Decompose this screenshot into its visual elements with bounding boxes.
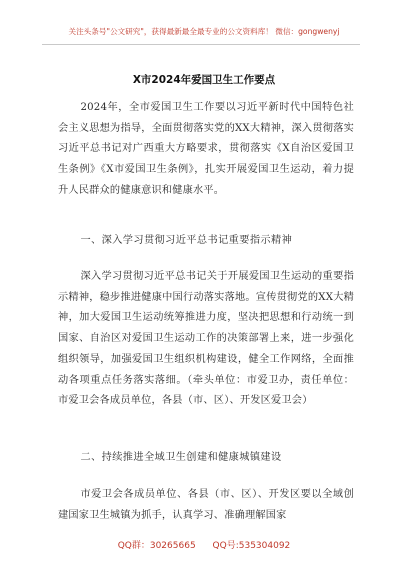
section-heading-2: 二、持续推进全域卫生创建和健康城镇建设	[80, 452, 282, 463]
section-2-paragraph: 市爱卫会各成员单位、各县（市、区）、开发区要以全域创建国家卫生城镇为抓手，认真学习、准确理解国家	[58, 489, 354, 521]
header-banner: 关注头条号"公文研究"，获得最新最全最专业的公文资料库！ 微信：gongwenyj	[68, 27, 340, 36]
footer-qq-number: QQ号:535304092	[212, 541, 291, 551]
section-heading-1: 一、深入学习贯彻习近平总书记重要指示精神	[80, 235, 293, 246]
header-divider	[42, 44, 360, 45]
intro-paragraph: 2024年，全市爱国卫生工作要以习近平新时代中国特色社会主义思想为指导，全面贯彻落实党的XX大精神，深入贯彻落实习近平总书记对广西重大方略要求，贯彻落实《X自治区爱国卫生条例》《X市爱国卫生条例》，扎实开展爱国卫生运动，着力提升人民群众的健康意识和健康水平。	[58, 102, 354, 196]
footer-contact	[0, 538, 408, 551]
section-1-paragraph: 深入学习贯彻习近平总书记关于开展爱国卫生运动的重要指示精神，稳步推进健康中国行动落实落地。宣传贯彻党的XX大精神，加大爱国卫生运动统筹推进力度，坚决把思想和行动统一到国家、自治区对爱国卫生运动工作的决策部署上来，进一步强化组织领导，加强爱国卫生组织机构建设，健全工作网络，全面推动各项重点任务落实落细。（牵头单位：市爱卫办，责任单位：市爱卫会各成员单位，各县（市、区）、开发区爱卫会）	[58, 271, 354, 407]
footer-qq-group: QQ群：30265665	[117, 541, 196, 551]
document-title: X市2024年爱国卫生工作要点	[132, 74, 276, 86]
